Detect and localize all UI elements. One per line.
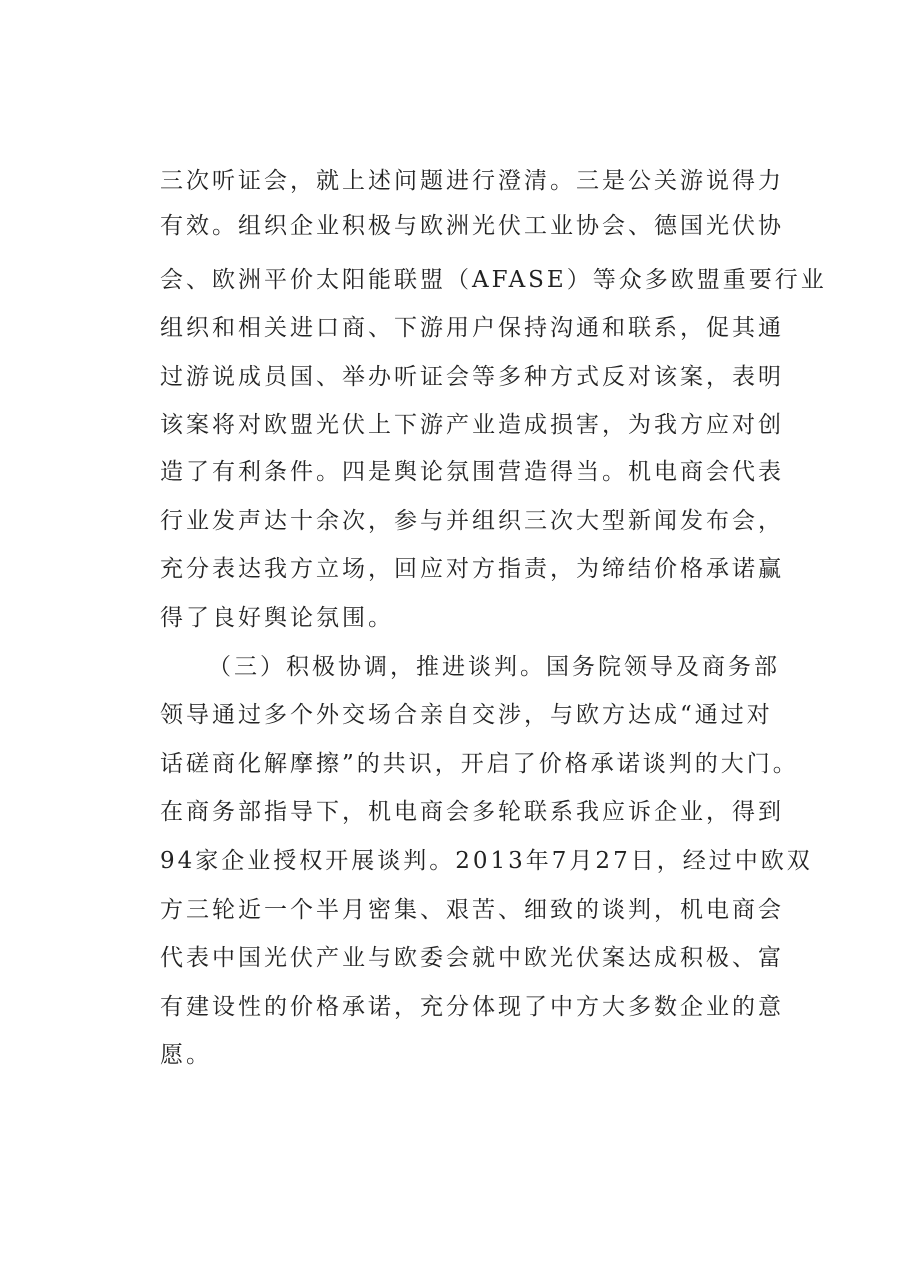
text-line-13: 话磋商化解摩擦”的共识，开启了价格承诺谈判的大门。	[160, 751, 799, 777]
text-line-3: 会、欧洲平价太阳能联盟（AFASE）等众多欧盟重要行业	[160, 267, 827, 293]
text-line-11: （三）积极协调，推进谈判。国务院领导及商务部	[208, 654, 780, 680]
text-line-4: 组织和相关进口商、下游用户保持沟通和联系，促其通	[160, 315, 784, 341]
text-line-18: 有建设性的价格承诺，充分体现了中方大多数企业的意	[160, 994, 784, 1020]
text-line-6: 该案将对欧盟光伏上下游产业造成损害，为我方应对创	[160, 412, 784, 438]
text-line-5: 过游说成员国、举办听证会等多种方式反对该案，表明	[160, 364, 784, 390]
text-line-1: 三次听证会，就上述问题进行澄清。三是公关游说得力	[160, 168, 784, 194]
text-line-7: 造了有利条件。四是舆论氛围营造得当。机电商会代表	[160, 459, 784, 485]
text-line-15: 94家企业授权开展谈判。2013年7月27日，经过中欧双	[160, 848, 813, 874]
text-line-9: 充分表达我方立场，回应对方指责，为缔结价格承诺赢	[160, 556, 784, 582]
text-line-19: 愿。	[160, 1042, 212, 1068]
text-line-10: 得了良好舆论氛围。	[160, 605, 394, 631]
text-line-16: 方三轮近一个半月密集、艰苦、细致的谈判，机电商会	[160, 897, 784, 923]
text-line-14: 在商务部指导下，机电商会多轮联系我应诉企业，得到	[160, 799, 784, 825]
text-line-12: 领导通过多个外交场合亲自交涉，与欧方达成“通过对	[160, 702, 773, 728]
text-line-2: 有效。组织企业积极与欧洲光伏工业协会、德国光伏协	[160, 213, 784, 239]
text-line-17: 代表中国光伏产业与欧委会就中欧光伏案达成积极、富	[160, 945, 784, 971]
text-line-8: 行业发声达十余次，参与并组织三次大型新闻发布会，	[160, 508, 784, 534]
